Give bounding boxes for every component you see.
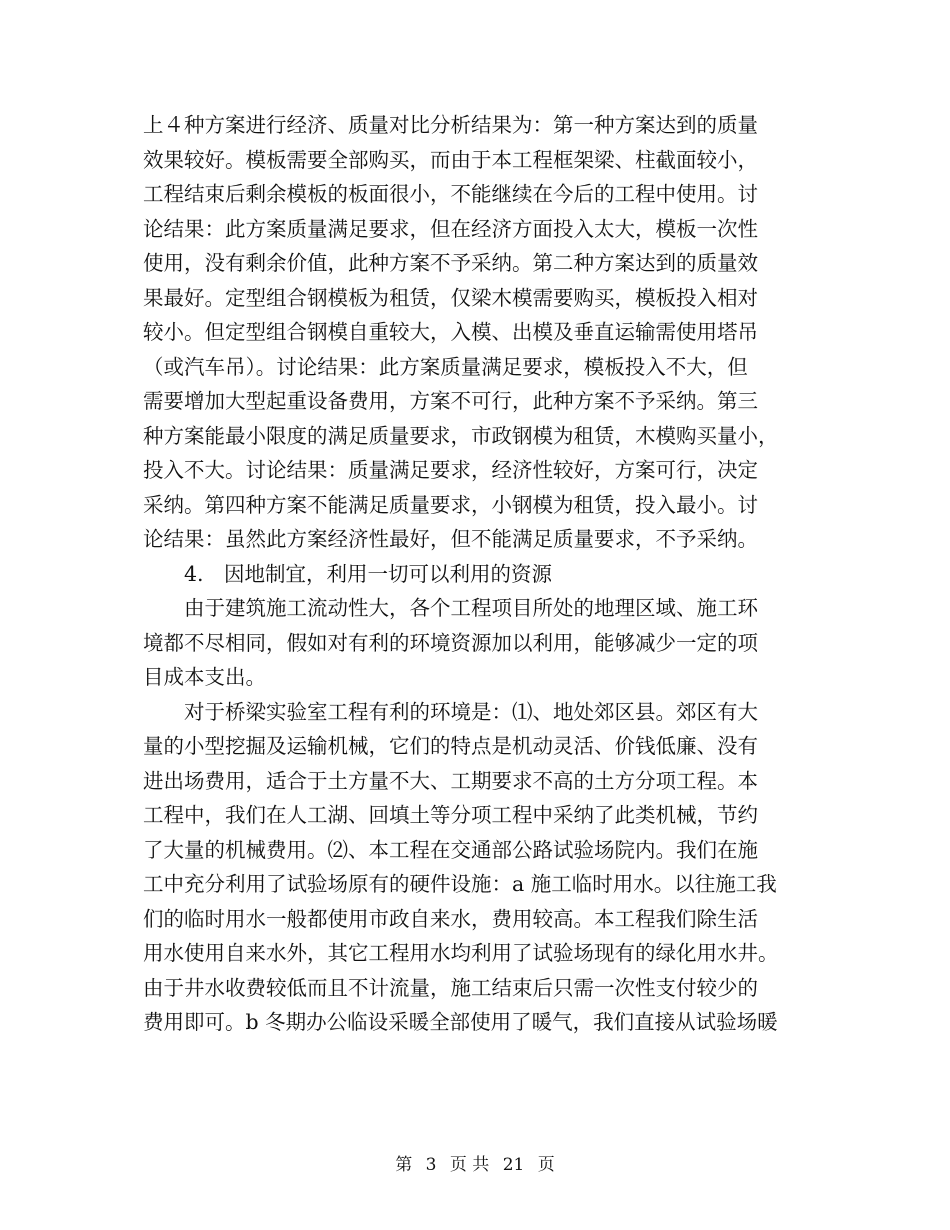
text-line: 果最好。定型组合钢模板为租赁，仅梁木模需要购买，模板投入相对 [143, 285, 758, 310]
text-line: 4. 因地制宜，利用一切可以利用的资源 [184, 561, 553, 586]
text-line: 较小。但定型组合钢模自重较大，入模、出模及垂直运输需使用塔吊 [143, 320, 758, 344]
body-text [143, 108, 803, 1040]
text-line: 境都不尽相同，假如对有利的环境资源加以利用，能够减少一定的项 [143, 630, 758, 655]
text-line: 们的临时用水一般都使用市政自来水，费用较高。本工程我们除生活 [143, 906, 758, 931]
text-line: 量的小型挖掘及运输机械，它们的特点是机动灵活、价钱低廉、没有 [143, 734, 758, 758]
footer-total-pages: 21 [502, 1155, 525, 1175]
text-line: 投入不大。讨论结果：质量满足要求，经济性较好，方案可行，决定 [143, 458, 758, 482]
text-line: 费用即可。b 冬期办公临设采暖全部使用了暖气，我们直接从试验场暖 [143, 1010, 778, 1034]
text-line: 种方案能最小限度的满足质量要求，市政钢模为租赁，木模购买量小， [143, 423, 779, 448]
footer-prefix: 第 [395, 1155, 413, 1175]
text-line: 对于桥梁实验室工程有利的环境是：⑴、地处郊区县。郊区有大 [184, 699, 758, 724]
text-line: 需要增加大型起重设备费用，方案不可行，此种方案不予采纳。第三 [143, 389, 758, 413]
footer-current-page: 3 [425, 1155, 437, 1175]
text-line: 目成本支出。 [143, 665, 266, 689]
text-line: 工中充分利用了试验场原有的硬件设施：a 施工临时用水。以往施工我 [143, 872, 777, 896]
text-line: 采纳。第四种方案不能满足质量要求，小钢模为租赁，投入最小。讨 [143, 492, 758, 517]
text-line: 论结果：虽然此方案经济性最好，但不能满足质量要求，不予采纳。 [143, 527, 758, 551]
text-line: 由于建筑施工流动性大，各个工程项目所处的地理区域、施工环 [184, 596, 758, 620]
text-line: 用水使用自来水外，其它工程用水均利用了试验场现有的绿化用水井。 [143, 941, 779, 965]
text-line: 了大量的机械费用。⑵、本工程在交通部公路试验场院内。我们在施 [143, 837, 758, 862]
text-line: （或汽车吊）。讨论结果：此方案质量满足要求，模板投入不大，但 [143, 354, 748, 379]
text-line: 由于井水收费较低而且不计流量，施工结束后只需一次性支付较少的 [143, 975, 758, 1000]
text-line: 论结果：此方案质量满足要求，但在经济方面投入太大，模板一次性 [143, 216, 758, 241]
text-line: 工程结束后剩余模板的板面很小，不能继续在今后的工程中使用。讨 [143, 182, 758, 206]
page-footer [0, 1150, 950, 1175]
text-line: 进出场费用，适合于土方量不大、工期要求不高的土方分项工程。本 [143, 768, 758, 793]
footer-middle: 页 共 [449, 1155, 490, 1175]
text-line: 工程中，我们在人工湖、回填土等分项工程中采纳了此类机械，节约 [143, 803, 758, 827]
text-line: 上４种方案进行经济、质量对比分析结果为：第一种方案达到的质量 [143, 113, 758, 137]
text-line: 效果较好。模板需要全部购买，而由于本工程框架梁、柱截面较小， [143, 147, 758, 172]
footer-suffix: 页 [537, 1155, 555, 1175]
text-line: 使用，没有剩余价值，此种方案不予采纳。第二种方案达到的质量效 [143, 251, 758, 275]
